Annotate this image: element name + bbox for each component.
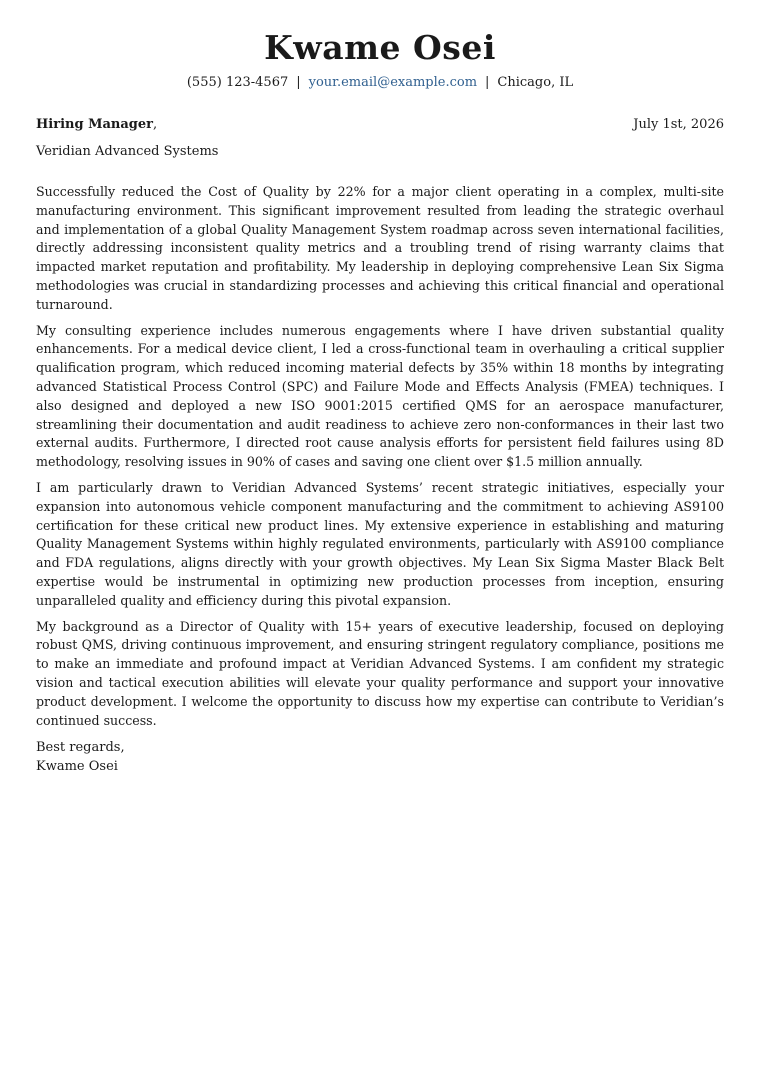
recipient-greeting <box>36 116 157 134</box>
contact-separator: | <box>485 75 490 90</box>
closing-salutation: Best regards, <box>36 740 125 756</box>
body-paragraph: I am particularly drawn to Veridian Advanced Systems’ recent strategic initiatives, especially your expansion into autonomous vehicle component manufacturing and the commitment to achieving AS9100 certification for these critical new product lines. My extensive experience in establishing and maturing Quality Management Systems within highly regulated environments, particularly with AS9100 compliance and FDA regulations, aligns directly with your growth objectives. My Lean Six Sigma Master Black Belt expertise would be instrumental in optimizing new production processes from inception, ensuring unparalleled quality and efficiency during this pivotal expansion. <box>36 479 724 608</box>
phone-number: (555) 123-4567 <box>186 75 289 90</box>
recipient-company: Veridian Advanced Systems <box>36 144 219 159</box>
email-link[interactable]: your.email@example.com <box>308 75 478 90</box>
applicant-name: Kwame Osei <box>264 28 496 67</box>
signature-name: Kwame Osei <box>36 758 118 774</box>
letter-body <box>36 183 724 730</box>
location: Chicago, IL <box>497 75 574 90</box>
body-paragraph: My consulting experience includes numerous engagements where I have driven substantial quality enhancements. For a medical device client, I led a cross-functional team in overhauling a critical supplier qualification program, which reduced incoming material defects by 35% within 18 months by integrating advanced Statistical Process Control (SPC) and Failure Mode and Effects Analysis (FMEA) techniques. I also designed and deployed a new ISO 9001:2015 certified QMS for an aerospace manufacturer, streamlining their documentation and audit readiness to achieve zero non-conformances in their last two external audits. Furthermore, I directed root cause analysis efforts for persistent field failures using 8D methodology, resolving issues in 90% of cases and saving one client over $1.5 million annually. <box>36 322 724 470</box>
greeting-comma: , <box>152 117 158 132</box>
recipient-date-row <box>36 116 724 134</box>
contact-line <box>36 74 724 92</box>
contact-separator: | <box>296 75 301 90</box>
body-paragraph: My background as a Director of Quality with 15+ years of executive leadership, focused on deploying robust QMS, driving continuous improvement, and ensuring stringent regulatory compliance, positions me to make an immediate and profound impact at Veridian Advanced Systems. I am confident my strategic vision and tactical execution abilities will elevate your quality performance and support your innovative product development. I welcome the opportunity to discuss how my expertise can contribute to Veridian’s continued success. <box>36 618 724 728</box>
recipient-title: Hiring Manager <box>36 117 153 132</box>
letter-date: July 1st, 2026 <box>633 117 724 132</box>
body-paragraph: Successfully reduced the Cost of Quality by 22% for a major client operating in a complex, multi-site manufacturing environment. This significant improvement resulted from leading the strategic overhaul and implementation of a global Quality Management System roadmap across seven international facilities, directly addressing inconsistent quality metrics and a troubling trend of rising warranty claims that impacted market reputation and profitability. My leadership in deploying comprehensive Lean Six Sigma methodologies was crucial in standardizing processes and achieving this critical financial and operational turnaround. <box>36 184 724 312</box>
letter-closing <box>36 739 724 776</box>
